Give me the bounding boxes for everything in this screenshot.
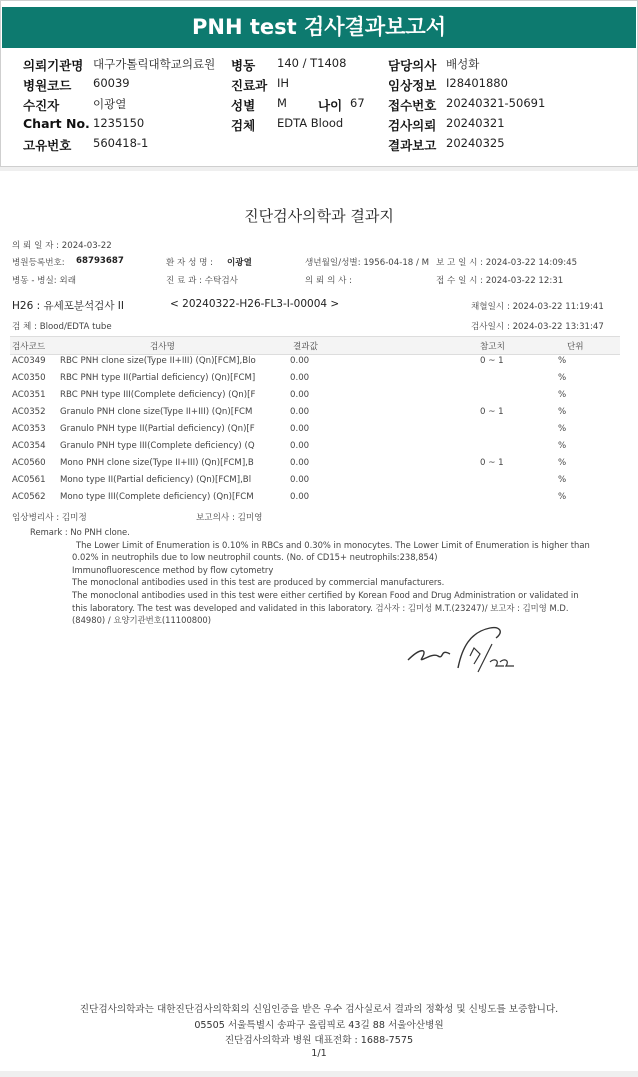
signature-image: [400, 618, 520, 678]
specimen-value: EDTA Blood: [277, 116, 344, 130]
col-value: 결과값: [293, 342, 318, 352]
patient-info-block: [23, 56, 623, 156]
report-header: [0, 0, 638, 167]
row-code: AC0353: [12, 424, 46, 434]
patient-label: 수진자: [23, 98, 60, 113]
remark-line: Immunofluorescence method by flow cytometry: [72, 564, 274, 575]
receipt-label: 접수번호: [388, 98, 437, 113]
clinical-value: I28401880: [446, 76, 508, 90]
hospital-label: 의뢰기관명: [23, 58, 84, 73]
row-unit: %: [558, 424, 567, 434]
remark-line: 0.02% in neutrophils due to low neutrophil counts. (No. of CD15+ neutrophils:238,854): [72, 552, 438, 563]
row-value: 0.00: [290, 373, 310, 383]
row-code: AC0561: [12, 475, 46, 485]
row-unit: %: [558, 390, 567, 400]
doctor-value: 배성화: [446, 57, 480, 71]
row-unit: %: [558, 407, 567, 417]
col-ref: 참고치: [480, 342, 505, 352]
test-name: H26 : 유세포분석검사 II: [12, 300, 125, 312]
row-value: 0.00: [290, 458, 310, 468]
id-value: 560418-1: [93, 136, 149, 150]
table-row: [10, 475, 620, 492]
row-ref: 0 ~ 1: [480, 407, 504, 417]
request-label: 검사의뢰: [388, 118, 437, 133]
col-name: 검사명: [150, 342, 175, 352]
table-row: [10, 356, 620, 373]
table-row: [10, 424, 620, 441]
hospital-value: 대구가톨릭대학교의료원: [93, 57, 216, 71]
report-date-label: 결과보고: [388, 138, 437, 153]
row-name: Mono type III(Complete deficiency) (Qn)[FCM: [60, 492, 254, 502]
row-code: AC0350: [12, 373, 46, 383]
row-name: Granulo PNH clone size(Type II+III) (Qn)[FCM: [60, 407, 253, 417]
row-name: RBC PNH type II(Partial deficiency) (Qn)[FCM]: [60, 373, 256, 383]
remark-line: (84980) / 요양기관번호(11100800): [72, 615, 212, 626]
remark-line: this laboratory. The test was developed and validated in this laboratory. 검사자 : 김미성 M.T.(23247)/ 보고자 : 김미영 M.D.: [72, 602, 569, 613]
row-value: 0.00: [290, 356, 310, 366]
footer-address: 05505 서울특별시 송파구 올림픽로 43길 88 서울아산병원: [194, 1020, 444, 1031]
col-unit: 단위: [567, 342, 584, 352]
row-code: AC0354: [12, 441, 46, 451]
row-code: AC0560: [12, 458, 46, 468]
patient-value: 이광열: [93, 97, 127, 111]
requesting-doctor: 의 뢰 의 사 :: [305, 276, 353, 286]
remark-block: [30, 526, 590, 627]
footer-contact: 진단검사의학과 병원 대표전화 : 1688-7575: [224, 1035, 414, 1046]
report-banner-title: PNH test 검사결과보고서: [2, 7, 636, 48]
request-date: 의 뢰 일 자 : 2024-03-22: [12, 241, 112, 251]
row-unit: %: [558, 441, 567, 451]
dept-label: 진료과: [231, 78, 268, 93]
dob-sex: 생년월일/성별: 1956-04-18 / M: [305, 258, 430, 268]
row-unit: %: [558, 458, 567, 468]
reg-no-label: 병원등록번호:: [12, 258, 65, 268]
exam-datetime: 검사일시 : 2024-03-22 13:31:47: [471, 322, 604, 332]
doctor-label: 담당의사: [388, 58, 437, 73]
row-value: 0.00: [290, 390, 310, 400]
row-value: 0.00: [290, 407, 310, 417]
document-title: 진단검사의학과 결과지: [244, 207, 394, 225]
row-value: 0.00: [290, 424, 310, 434]
row-name: Mono type II(Partial deficiency) (Qn)[FCM],Bl: [60, 475, 252, 485]
row-unit: %: [558, 475, 567, 485]
collect-datetime: 채혈일시 : 2024-03-22 11:19:41: [471, 302, 604, 312]
receipt-datetime: 접 수 일 시 : 2024-03-22 12:31: [436, 276, 564, 286]
row-code: AC0351: [12, 390, 46, 400]
age-value: 67: [350, 96, 365, 110]
row-unit: %: [558, 492, 567, 502]
row-name: RBC PNH type III(Complete deficiency) (Qn)[F: [60, 390, 256, 400]
code-label: 병원코드: [23, 78, 72, 93]
row-ref: 0 ~ 1: [480, 356, 504, 366]
ward-label: 병동: [231, 58, 256, 73]
remark-line: Remark : No PNH clone.: [30, 527, 130, 537]
row-name: Granulo PNH type III(Complete deficiency) (Q: [60, 441, 255, 451]
col-code: 검사코드: [12, 342, 46, 352]
code-value: 60039: [93, 76, 130, 90]
footer-certification: 진단검사의학과는 대한진단검사의학회의 신임인증을 받은 우수 검사실로서 결과의 정확성 및 신빙도를 보증합니다.: [79, 1004, 559, 1015]
specimen-label: 검체: [231, 118, 256, 133]
sex-value: M: [277, 96, 287, 110]
row-value: 0.00: [290, 492, 310, 502]
test-id: < 20240322-H26-FL3-I-00004 >: [170, 298, 340, 310]
age-label: 나이: [318, 98, 343, 113]
clinic-dept: 진 료 과 : 수탁검사: [166, 276, 238, 286]
table-row: [10, 373, 620, 390]
ward-value: 140 / T1408: [277, 56, 347, 70]
table-row: [10, 458, 620, 475]
table-row: [10, 441, 620, 458]
specimen-type: 검 체 : Blood/EDTA tube: [12, 322, 112, 332]
row-unit: %: [558, 373, 567, 383]
table-row: [10, 390, 620, 407]
report-datetime: 보 고 일 시 : 2024-03-22 14:09:45: [436, 258, 578, 268]
pathologist: 임상병리사 : 김미정: [12, 513, 87, 523]
row-code: AC0352: [12, 407, 46, 417]
row-name: RBC PNH clone size(Type II+III) (Qn)[FCM],Blo: [60, 356, 256, 366]
row-unit: %: [558, 356, 567, 366]
remark-line: The monoclonal antibodies used in this test are produced by commercial manufacturers.: [72, 577, 445, 588]
row-ref: 0 ~ 1: [480, 458, 504, 468]
row-code: AC0562: [12, 492, 46, 502]
ward-room: 병동 - 병실: 외래: [12, 276, 77, 286]
chart-label: Chart No.: [23, 116, 90, 131]
chart-value: 1235150: [93, 116, 145, 130]
patient-name-label: 환 자 성 명 :: [166, 258, 214, 268]
reporting-doctor: 보고의사 : 김미영: [196, 513, 263, 523]
row-name: Mono PNH clone size(Type II+III) (Qn)[FCM],B: [60, 458, 254, 468]
patient-name: 이광열: [227, 258, 252, 268]
row-value: 0.00: [290, 475, 310, 485]
table-row: [10, 492, 620, 509]
dept-value: IH: [277, 76, 290, 90]
remark-line: The monoclonal antibodies used in this test were either certified by Korean Food and Drug Administration or validated in: [72, 589, 579, 600]
remark-line: The Lower Limit of Enumeration is 0.10% in RBCs and 0.30% in monocytes. The Lower Limit of Enumeration is higher than: [76, 539, 590, 550]
row-code: AC0349: [12, 356, 46, 366]
table-header: [10, 336, 620, 355]
row-name: Granulo PNH type II(Partial deficiency) (Qn)[F: [60, 424, 255, 434]
row-value: 0.00: [290, 441, 310, 451]
id-label: 고유번호: [23, 138, 72, 153]
request-value: 20240321: [446, 116, 505, 130]
report-date-value: 20240325: [446, 136, 505, 150]
receipt-value: 20240321-50691: [446, 96, 546, 110]
table-row: [10, 407, 620, 424]
sex-label: 성별: [231, 98, 256, 113]
reg-no: 68793687: [76, 256, 124, 266]
clinical-label: 임상정보: [388, 78, 437, 93]
page-number: 1/1: [311, 1048, 327, 1059]
